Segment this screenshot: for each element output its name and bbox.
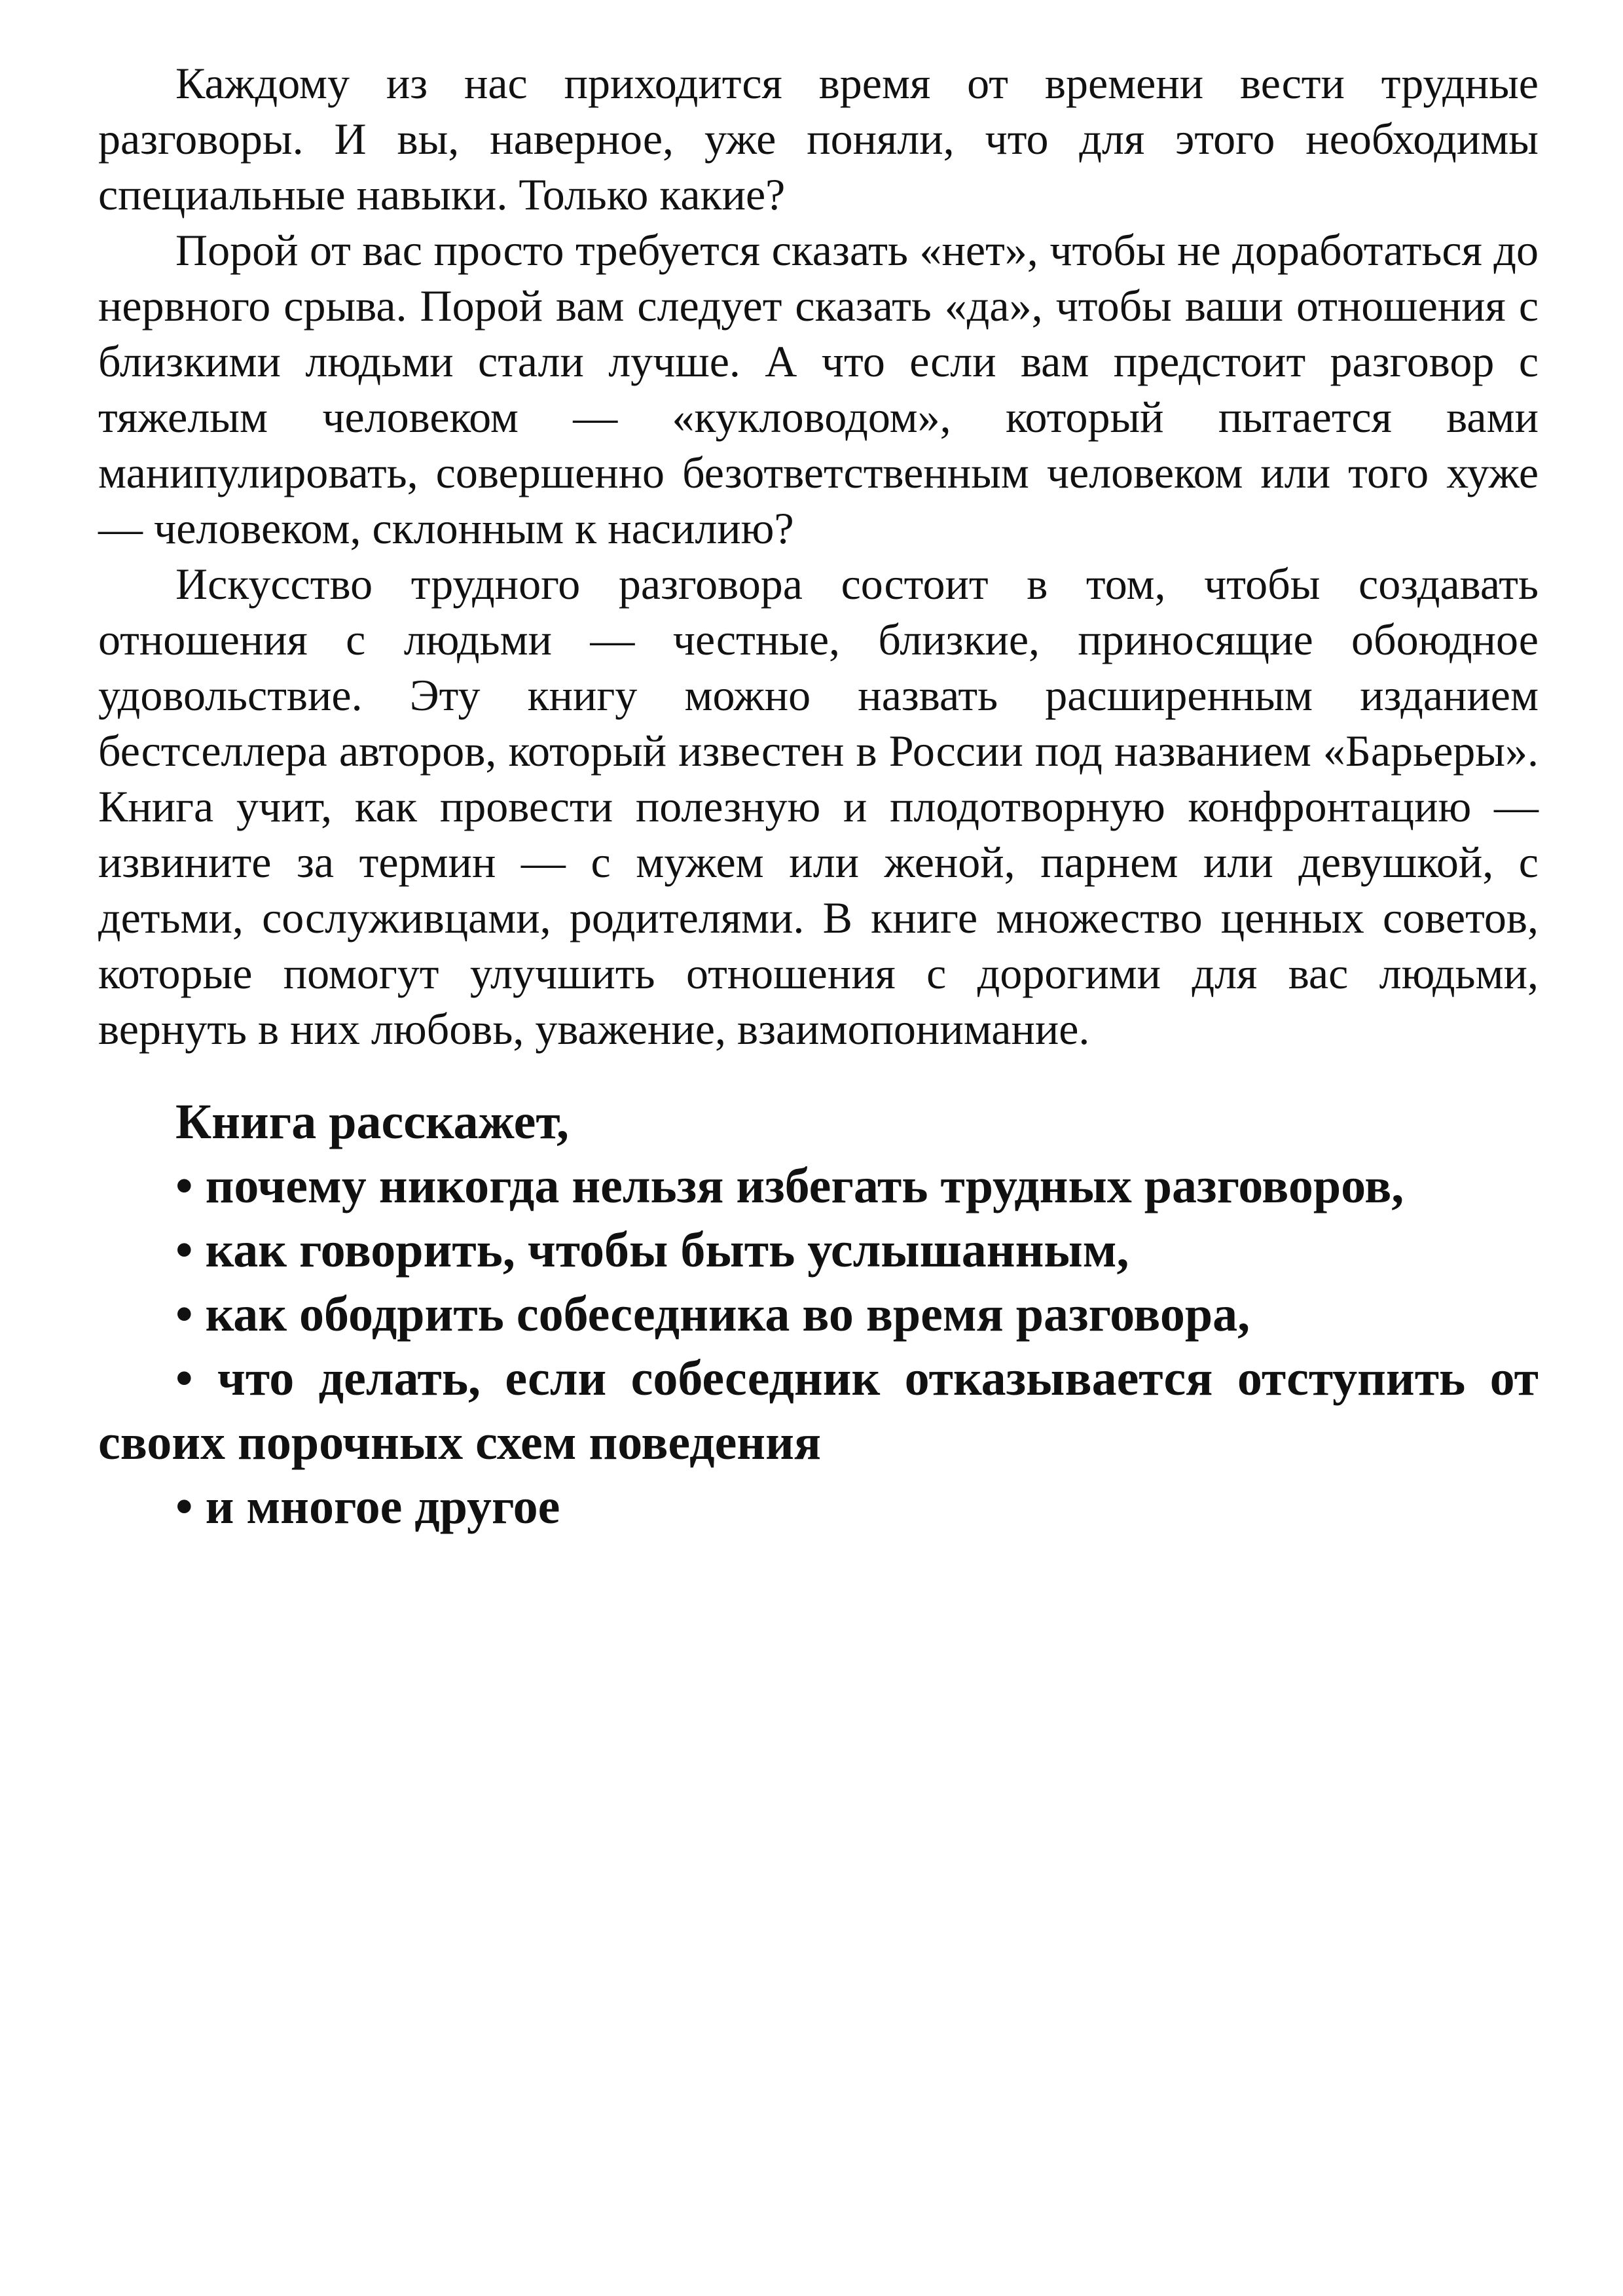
summary-item bbox=[98, 1346, 1539, 1475]
summary-heading: Книга расскажет, bbox=[175, 1094, 570, 1149]
bullet-icon: • bbox=[175, 1479, 193, 1534]
summary-item-text: почему никогда нельзя избегать трудных разговоров, bbox=[205, 1158, 1404, 1213]
summary-item bbox=[98, 1218, 1539, 1282]
bullet-icon: • bbox=[175, 1223, 193, 1278]
summary-item-text: что делать, если собеседник отказывается отступить от своих порочных схем поведения bbox=[98, 1351, 1539, 1470]
summary-item-text: как ободрить собеседника во время разговора, bbox=[205, 1287, 1250, 1342]
summary-list bbox=[98, 1154, 1539, 1539]
paragraph-3: Искусство трудного разговора состоит в том, чтобы создавать отношения с людьми — честные, близкие, приносящие обоюдное удовольствие. Эту книгу можно назвать расширенным изданием бестселлера авторов, который известен в России под названием «Барьеры». Книга учит, как провести полезную и плодотворную конфронтацию — извините за термин — с мужем или женой, парнем или девушкой, с детьми, сослуживцами, родителями. В книге множество ценных советов, которые помогут улучшить отношения с дорогими для вас людьми, вернуть в них любовь, уважение, взаимопонимание. bbox=[98, 559, 1539, 1054]
body-text bbox=[98, 56, 1539, 1057]
summary-item-text: и многое другое bbox=[205, 1479, 560, 1534]
book-summary bbox=[98, 1090, 1539, 1539]
summary-item bbox=[98, 1154, 1539, 1218]
summary-item bbox=[98, 1282, 1539, 1346]
summary-item bbox=[98, 1475, 1539, 1539]
bullet-icon: • bbox=[175, 1351, 193, 1406]
paragraph-1: Каждому из нас приходится время от времени вести трудные разговоры. И вы, наверное, уже поняли, что для этого необходимы специальные навыки. Только какие? bbox=[98, 58, 1539, 219]
paragraph-2: Порой от вас просто требуется сказать «нет», чтобы не доработаться до нервного срыва. Порой вам следует сказать «да», чтобы ваши отношения с близкими людьми стали лучше. А что если вам предстоит разговор с тяжелым человеком — «кукловодом», который пытается вами манипулировать, совершенно безответственным человеком или того хуже — человеком, склонным к насилию? bbox=[98, 225, 1539, 553]
summary-item-text: как говорить, чтобы быть услышанным, bbox=[205, 1223, 1129, 1278]
document-page bbox=[98, 56, 1539, 1539]
bullet-icon: • bbox=[175, 1287, 193, 1342]
bullet-icon: • bbox=[175, 1158, 193, 1213]
